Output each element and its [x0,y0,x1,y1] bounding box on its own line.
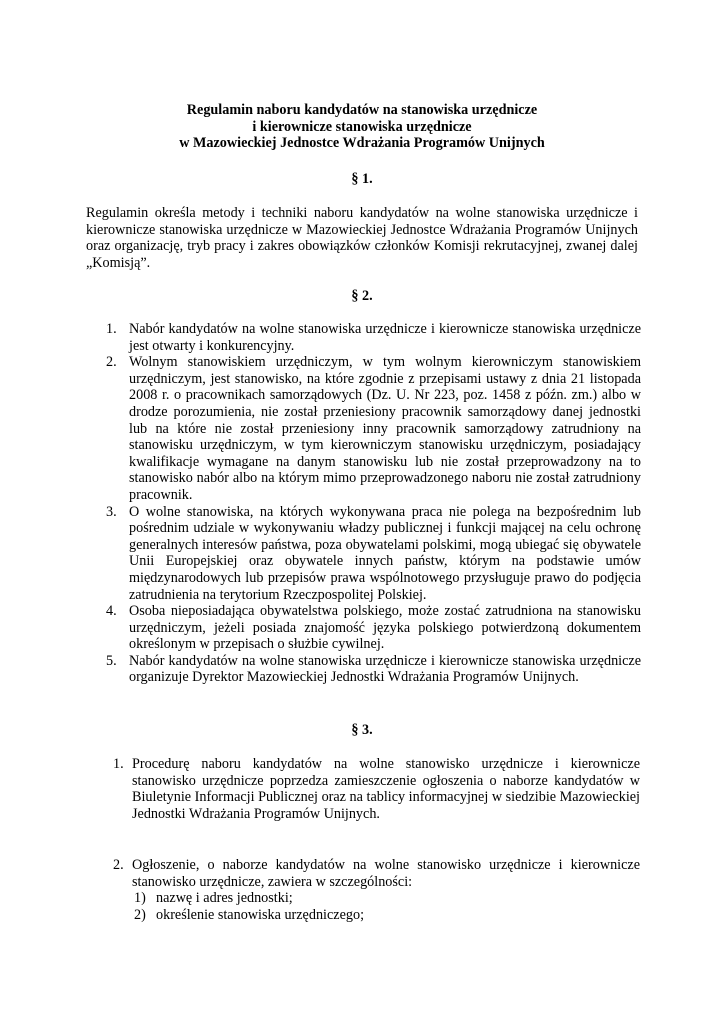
sub-list [134,890,640,923]
item-text: Nabór kandydatów na wolne stanowiska urzędnicze i kierownicze stanowiska urzędnicze jest otwarty i konkurencyjny. [129,321,641,354]
list-item [106,503,641,604]
item-text: Procedurę naboru kandydatów na wolne stanowisko urzędnicze i kierownicze stanowisko urzędnicze poprzedza zamieszczenie ogłoszenia o naborze kandydatów w Biuletynie Informacji Publicznej oraz na tablicy informacyjnej w siedzibie Mazowieckiej Jednostki Wdrażania Programów Unijnych. [132,756,640,822]
item-number: 5. [106,652,117,669]
item-text: O wolne stanowiska, na których wykonywana praca nie polega na bezpośrednim lub pośrednim udziale w wykonywaniu władzy publicznej i funkcji mającej na celu ochronę generalnych interesów państwa, poza obywatelami polskimi, mogą ubiegać się obywatele Unii Europejskiej oraz obywatele innych państw, którym na podstawie umów międzynarodowych lub przepisów prawa wspólnotowego przysługuje prawo do podjęcia zatrudnienia na terytorium Rzeczpospolitej Polskiej. [129,503,641,603]
sub-item-number: 2) [134,906,146,923]
sub-item-text: nazwę i adres jednostki; [156,890,293,907]
title-line-1: Regulamin naboru kandydatów na stanowiska urzędnicze [186,102,538,118]
item-number: 4. [106,603,117,620]
item-number: 2. [106,354,117,371]
sub-item-number: 1) [134,890,146,907]
sub-list-item [134,890,640,907]
item-text: Ogłoszenie, o naborze kandydatów na wolne stanowisko urzędnicze i kierownicze stanowisko urzędnicze, zawiera w szczególności: [132,857,640,890]
document-title [86,102,638,152]
section-3-list-part-2 [113,857,640,923]
section-1-heading: § 1. [351,171,373,187]
section-3-list-part-1 [113,756,640,822]
item-text: Wolnym stanowiskiem urzędniczym, w tym wolnym kierowniczym stanowiskiem urzędniczym, jest stanowisko, na które zgodnie z przepisami ustawy z dnia 21 listopada 2008 r. o pracownikach samorządowych (Dz. U. Nr 223, poz. 1458 z późn. zm.) albo w drodze porozumienia, nie został przeniesiony pracownik samorządowy danej jednostki lub na które nie został przeniesiony inny pracownik samorządowy zatrudniony na stanowisku urzędniczym, w tym kierowniczym stanowisku urzędniczym, posiadający kwalifikacje wymagane na danym stanowisku lub nie został przeprowadzony na to stanowisko nabór albo na którym mimo przeprowadzonego naboru nie został zatrudniony pracownik. [129,354,641,503]
list-item [113,857,640,923]
sub-item-text: określenie stanowiska urzędniczego; [156,906,365,923]
section-3-heading: § 3. [351,722,373,738]
item-number: 2. [113,857,124,873]
title-line-3: w Mazowieckiej Jednostce Wdrażania Programów Unijnych [179,135,545,152]
section-2-list [106,321,641,686]
section-1-text: Regulamin określa metody i techniki naboru kandydatów na wolne stanowiska urzędnicze i kierownicze stanowiska urzędnicze w Mazowieckiej Jednostce Wdrażania Programów Unijnych oraz organizację, tryb pracy i zakres obowiązków członków Komisji rekrutacyjnej, zwanej dalej „Komisją”. [86,205,638,271]
list-item [113,756,640,822]
list-item [106,603,641,653]
title-line-2: i kierownicze stanowiska urzędnicze [252,118,472,135]
list-item [106,321,641,354]
item-number: 1. [113,756,124,772]
section-2-heading: § 2. [351,288,373,304]
list-item [106,652,641,686]
item-number: 3. [106,503,117,520]
item-text: Osoba nieposiadająca obywatelstwa polskiego, może zostać zatrudniona na stanowisku urzędniczym, jeżeli posiada znajomość języka polskiego potwierdzoną dokumentem określonym w przepisach o służbie cywilnej. [129,603,641,653]
list-item [106,354,641,503]
item-text: Nabór kandydatów na wolne stanowiska urzędnicze i kierownicze stanowiska urzędnicze organizuje Dyrektor Mazowieckiej Jednostki Wdrażania Programów Unijnych. [129,652,641,686]
item-number: 1. [106,321,117,337]
sub-list-item [134,907,640,924]
